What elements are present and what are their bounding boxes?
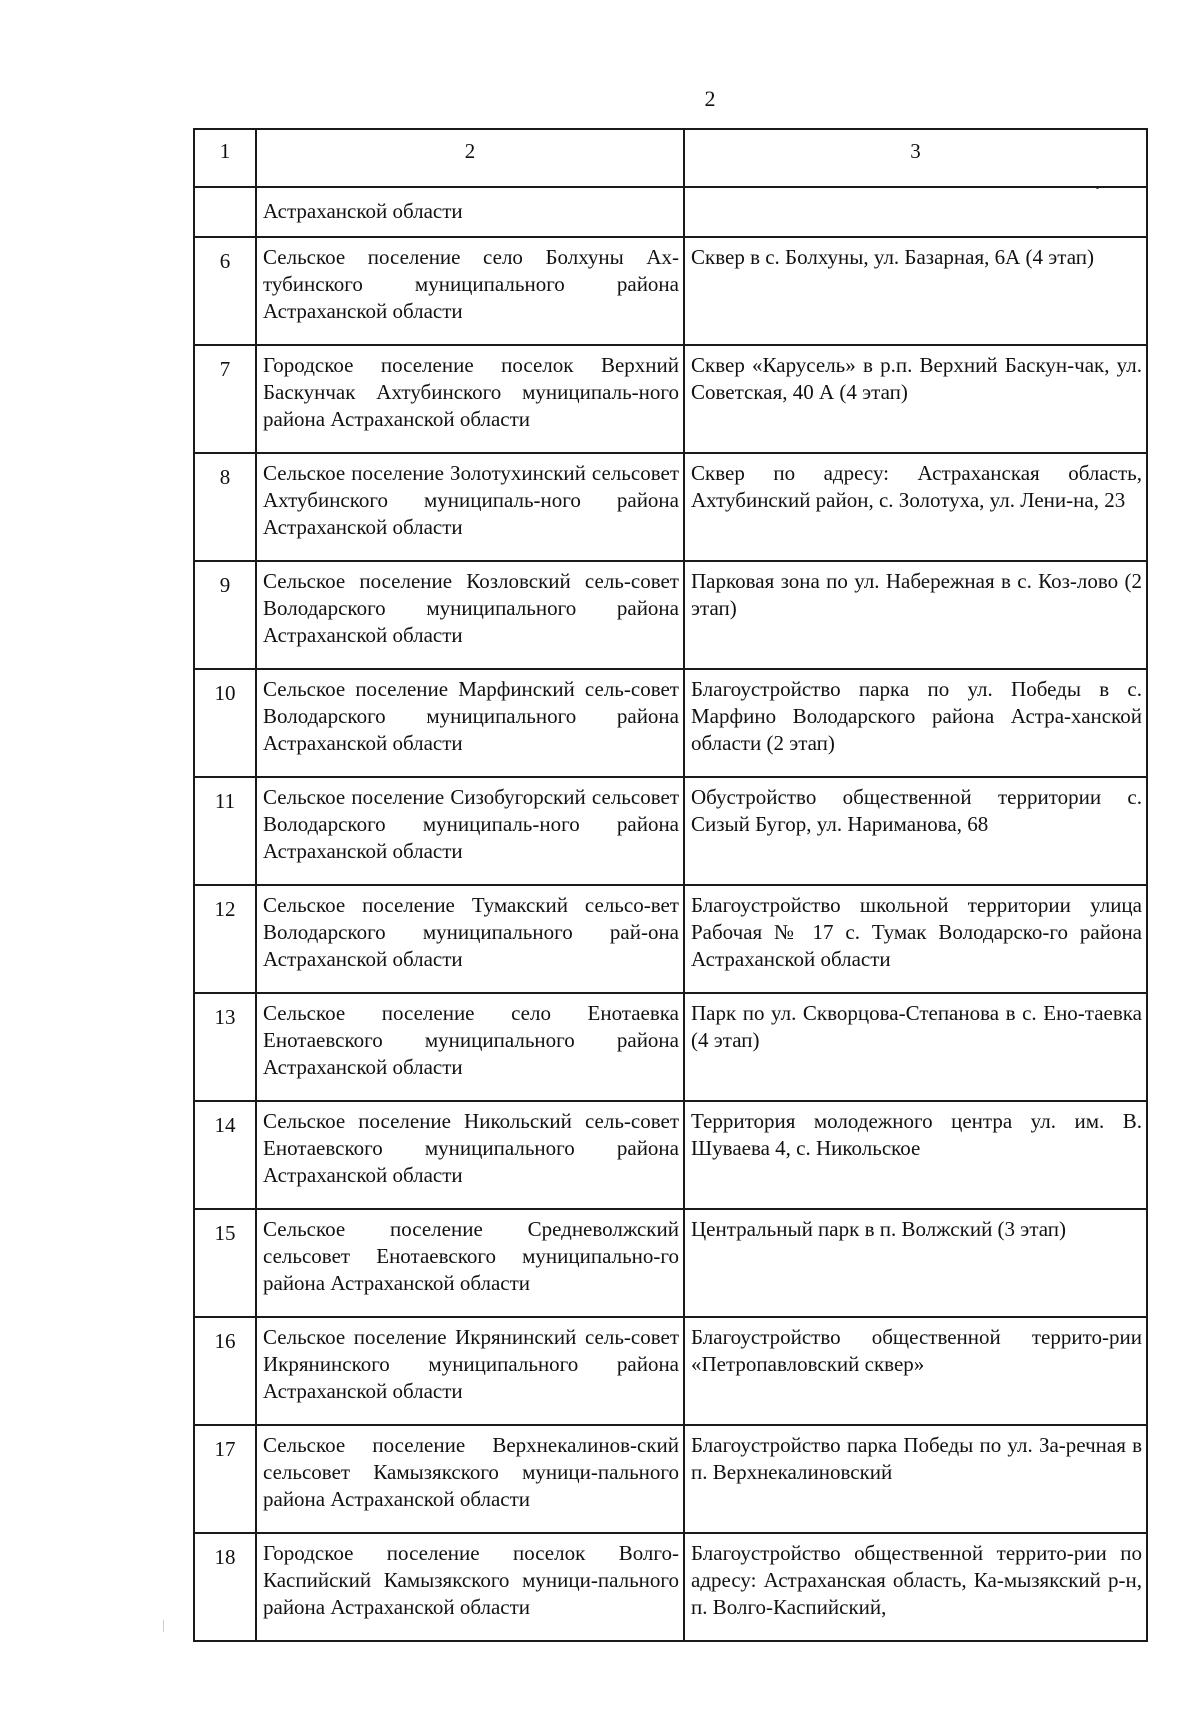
table-row [194, 1209, 1147, 1317]
territory-cell: Сквер в с. Болхуны, ул. Базарная, 6А (4 этап) [684, 237, 1147, 345]
municipality-cell: Городское поселение поселок Волго-Каспийский Камызякского муници-пального района Астраханской области [256, 1533, 684, 1641]
table-row [194, 345, 1147, 453]
table-row [194, 1425, 1147, 1533]
table-row [194, 453, 1147, 561]
row-number: 10 [194, 669, 256, 777]
territory-cell: Сквер «Карусель» в р.п. Верхний Баскун-чак, ул. Советская, 40 А (4 этап) [684, 345, 1147, 453]
territory-cell: Парк по ул. Скворцова-Степанова в с. Ено-таевка (4 этап) [684, 993, 1147, 1101]
territory-cell: Сквер по адресу: Астраханская область, Ахтубинский район, с. Золотуха, ул. Лени-на, 23 [684, 453, 1147, 561]
municipality-cell: Сельское поселение Никольский сель-совет Енотаевского муниципального района Астраханской области [256, 1101, 684, 1209]
municipality-cell: Сельское поселение Марфинский сель-совет Володарского муниципального района Астраханской области [256, 669, 684, 777]
municipality-cell: Сельское поселение Средневолжский сельсовет Енотаевского муниципально-го района Астраханской области [256, 1209, 684, 1317]
table-row [194, 885, 1147, 993]
table-row [194, 777, 1147, 885]
header-col-1: 1 [194, 129, 256, 187]
territory-cell: Благоустройство общественной террито-рии по адресу: Астраханская область, Ка-мызякский р-н, п. Волго-Каспийский, [684, 1533, 1147, 1641]
territory-cell: Парковая зона по ул. Набережная в с. Коз-лово (2 этап) [684, 561, 1147, 669]
row-number: 9 [194, 561, 256, 669]
row-number [194, 187, 256, 237]
municipality-cell: Сельское поселение Тумакский сельсо-вет Володарского муниципального рай-она Астраханской области [256, 885, 684, 993]
page-number: 2 [704, 86, 716, 111]
header-row [194, 129, 1147, 187]
row-number: 17 [194, 1425, 256, 1533]
territories-table [193, 128, 1148, 1642]
table-row [194, 1101, 1147, 1209]
table-row [194, 1533, 1147, 1641]
row-number: 13 [194, 993, 256, 1101]
municipality-cell: Сельское поселение село Болхуны Ах-тубинского муниципального района Астраханской области [256, 237, 684, 345]
territory-cell: Благоустройство школьной территории улица Рабочая № 17 с. Тумак Володарско-го района Астраханской области [684, 885, 1147, 993]
row-number: 14 [194, 1101, 256, 1209]
territory-cell: Благоустройство парка Победы по ул. За-речная в п. Верхнекалиновский [684, 1425, 1147, 1533]
territory-cell: Обустройство общественной территории с. Сизый Бугор, ул. Нариманова, 68 [684, 777, 1147, 885]
table-row [194, 993, 1147, 1101]
table-row [194, 237, 1147, 345]
table-row [194, 561, 1147, 669]
municipality-cell: Сельское поселение Золотухинский сельсовет Ахтубинского муниципаль-ного района Астраханской области [256, 453, 684, 561]
header-col-3: 3 [684, 129, 1147, 187]
municipality-cell: Сельское поселение Верхнекалинов-ский сельсовет Камызякского муници-пального района Астраханской области [256, 1425, 684, 1533]
row-number: 12 [194, 885, 256, 993]
row-number: 18 [194, 1533, 256, 1641]
municipality-cell: Сельское поселение село Енотаевка Енотаевского муниципального района Астраханской области [256, 993, 684, 1101]
territory-cell: Центральный парк в п. Волжский (3 этап) [684, 1209, 1147, 1317]
row-number: 11 [194, 777, 256, 885]
table-row [194, 1317, 1147, 1425]
territory-cell: Благоустройство парка по ул. Победы в с. Марфино Володарского района Астра-ханской области (2 этап) [684, 669, 1147, 777]
municipality-cell: Городское поселение поселок Верхний Баскунчак Ахтубинского муниципаль-ного района Астраханской области [256, 345, 684, 453]
territory-cell: Благоустройство общественной террито-рии «Петропавловский сквер» [684, 1317, 1147, 1425]
municipality-cell: Сельское поселение Икрянинский сель-совет Икрянинского муниципального района Астраханской области [256, 1317, 684, 1425]
territory-cell [684, 187, 1147, 237]
row-number: 7 [194, 345, 256, 453]
row-number: 6 [194, 237, 256, 345]
municipality-cell: Сельское поселение Сизобугорский сельсовет Володарского муниципаль-ного района Астраханской области [256, 777, 684, 885]
table-row [194, 669, 1147, 777]
header-col-2: 2 [256, 129, 684, 187]
territory-cell: Территория молодежного центра ул. им. В. Шуваева 4, с. Никольское [684, 1101, 1147, 1209]
row-number: 8 [194, 453, 256, 561]
row-number: 16 [194, 1317, 256, 1425]
municipality-cell: Астраханской области [256, 187, 684, 237]
continuation-row [194, 187, 1147, 237]
municipality-cell: Сельское поселение Козловский сель-совет Володарского муниципального района Астраханской области [256, 561, 684, 669]
scan-margin-mark [163, 1620, 164, 1632]
row-number: 15 [194, 1209, 256, 1317]
